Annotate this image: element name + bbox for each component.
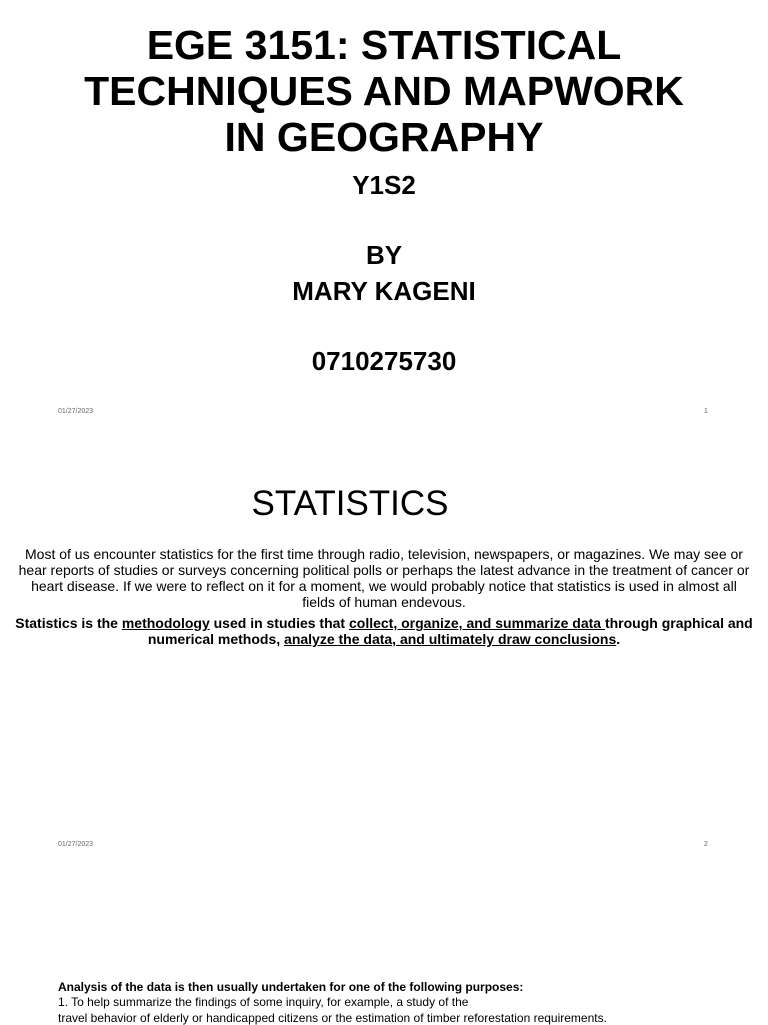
statistics-intro-paragraph: Most of us encounter statistics for the first time through radio, television, newspapers, or magazines. We may see or hear reports of studies or surveys concerning political polls or perhaps the latest advance in the treatment of cancer or heart disease. If we were to reflect on it for a moment, we would probably notice that statistics is used in almost all fields of human endevous. [18,546,750,610]
definition-underline-analyze: analyze the data, and ultimately draw conclusions [284,631,617,647]
definition-underline-collect: collect, organize, and summarize data [348,615,605,631]
definition-text-4: . [616,631,621,647]
by-label: BY [365,240,403,270]
slide-1-page-number: 1 [704,408,708,415]
statistics-heading: STATISTICS [251,484,449,523]
title-line-2: TECHNIQUES AND MAPWORK [84,68,684,114]
title-line-3: IN GEOGRAPHY [224,114,544,160]
slide-2-page-number: 2 [704,841,708,848]
slide-1 [0,0,768,432]
definition-text-3: through graphical and numerical methods, [147,615,753,647]
author-name: MARY KAGENI [292,276,476,306]
purpose-1-line-2: travel behavior of elderly or handicapped citizens or the estimation of timber reforestation requirements. [58,1011,607,1025]
author-phone: 0710275730 [311,346,457,376]
definition-underline-methodology: methodology [121,615,210,631]
analysis-purposes-heading: Analysis of the data is then usually undertaken for one of the following purposes: [58,980,524,994]
slide-2 [0,432,768,864]
title-line-1: EGE 3151: STATISTICAL [146,22,622,68]
title-slide-heading [0,22,768,160]
slide-2-date: 01/27/2023 [58,841,94,848]
slide-3 [0,864,768,1024]
slide-1-date: 01/27/2023 [58,408,94,415]
definition-text-2: used in studies that [209,615,349,631]
purpose-1-line-1: 1. To help summarize the findings of some inquiry, for example, a study of the [58,995,469,1009]
course-level: Y1S2 [352,170,416,200]
definition-text-1: Statistics is the [15,615,122,631]
statistics-definition [10,615,758,647]
